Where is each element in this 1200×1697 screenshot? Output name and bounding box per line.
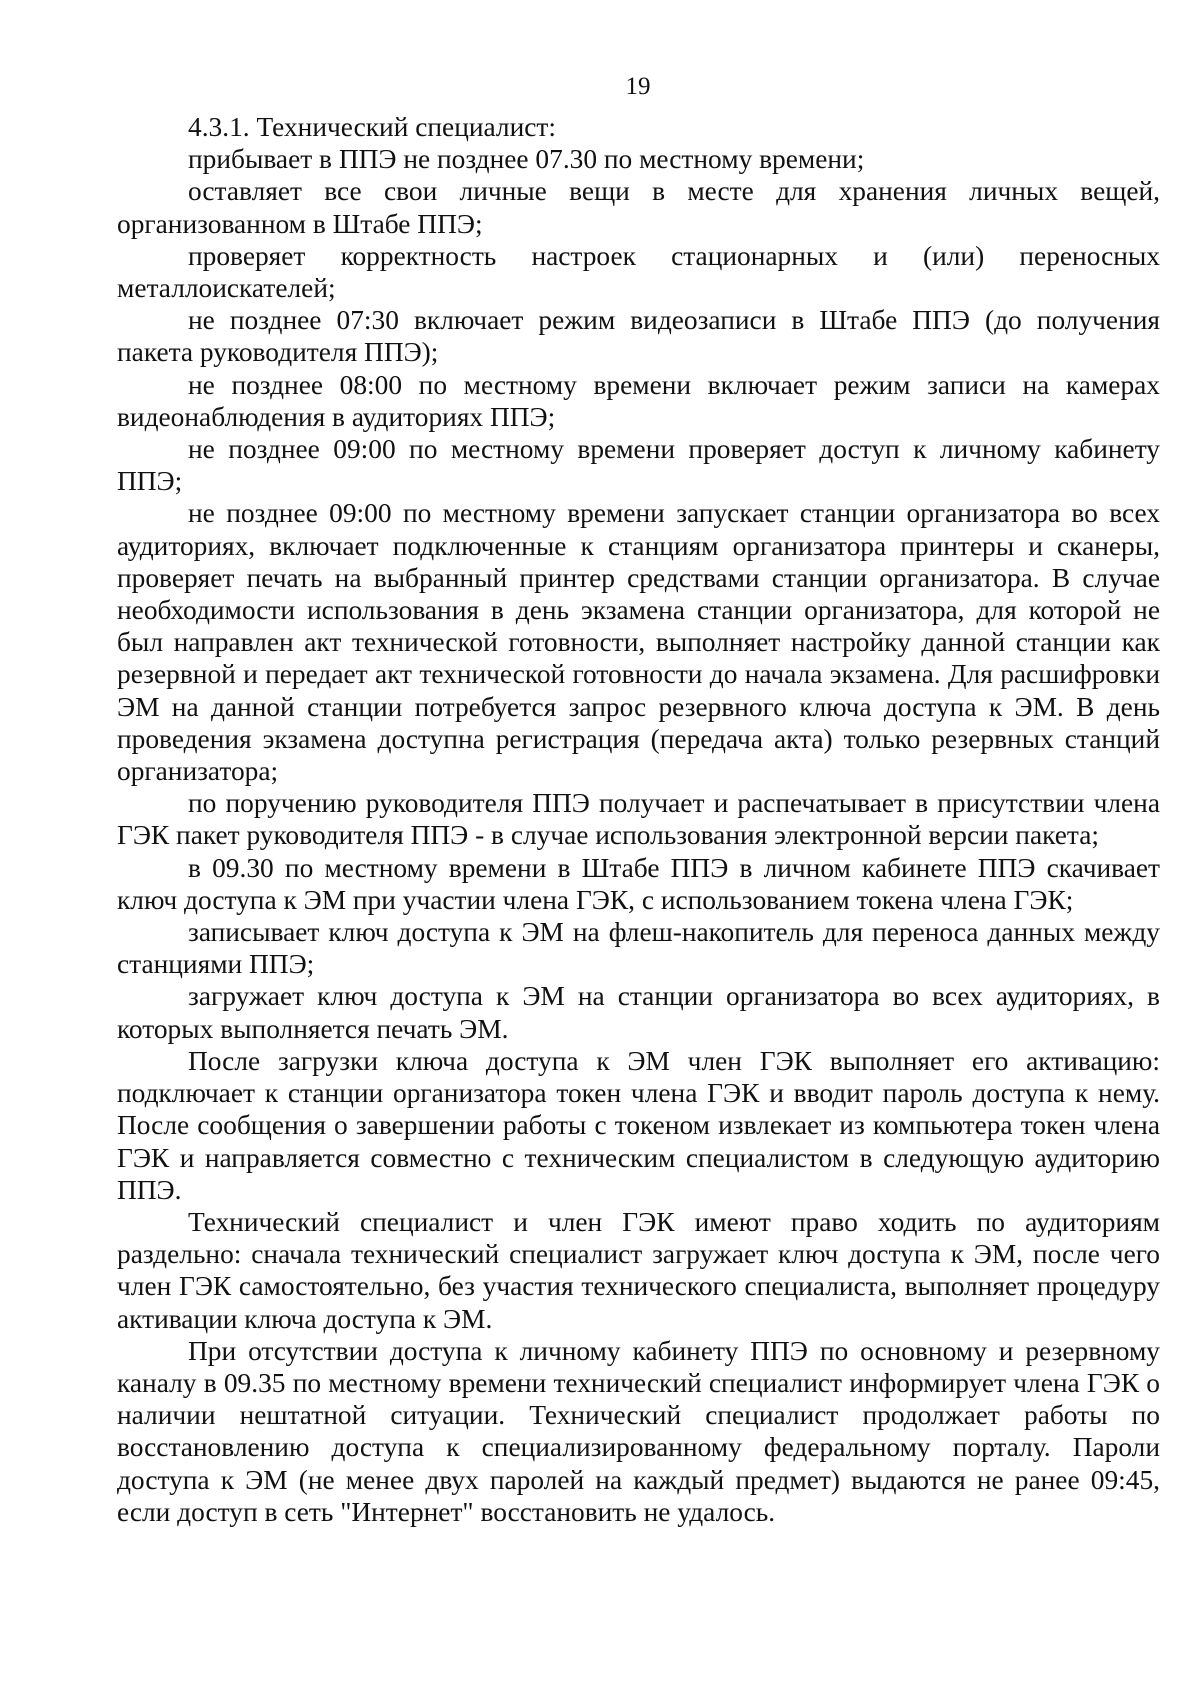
paragraph-key-activation: После загрузки ключа доступа к ЭМ член ГЭК выполняет его активацию: подключает к станции организатора токен члена ГЭК и вводит пароль доступа к нему. После сообщения о завершении работы с токеном извлекает из компьютера токен члена ГЭК и направляется совместно с техническим специалистом в следующую аудиторию ППЭ.	[117, 1045, 1160, 1205]
paragraph-download-key: в 09.30 по местному времени в Штабе ППЭ в личном кабинете ППЭ скачивает ключ доступа к ЭМ при участии члена ГЭК, с использованием токена члена ГЭК;	[117, 852, 1160, 915]
paragraph-video-recording-hq: не позднее 07:30 включает режим видеозаписи в Штабе ППЭ (до получения пакета руководителя ППЭ);	[117, 305, 1160, 368]
paragraph-cabinet-access-check: не позднее 09:00 по местному времени проверяет доступ к личному кабинету ППЭ;	[117, 434, 1160, 497]
paragraph-write-key-flash: записывает ключ доступа к ЭМ на флеш-накопитель для переноса данных между станциями ППЭ;	[117, 917, 1160, 980]
paragraph-metal-detectors: проверяет корректность настроек стационарных и (или) переносных металлоискателей;	[117, 240, 1160, 304]
paragraph-emergency-access: При отсутствии доступа к личному кабинету ППЭ по основному и резервному каналу в 09.35 по местному времени технический специалист информирует члена ГЭК о наличии нештатной ситуации. Технический специалист продолжает работы по восстановлению доступа к специализированному федеральному порталу. Пароли доступа к ЭМ (не менее двух паролей на каждый предмет) выдаются не ранее 09:45, если доступ в сеть "Интернет" восстановить не удалось.	[117, 1335, 1160, 1527]
paragraph-print-package: по поручению руководителя ППЭ получает и распечатывает в присутствии члена ГЭК пакет руководителя ППЭ - в случае использования электронной версии пакета;	[117, 788, 1160, 851]
paragraph-video-recording-rooms: не позднее 08:00 по местному времени включает режим записи на камерах видеонаблюдения в аудиториях ППЭ;	[117, 369, 1160, 432]
page-number: 19	[625, 73, 651, 100]
paragraph-separate-rounds: Технический специалист и член ГЭК имеют право ходить по аудиториям раздельно: сначала технический специалист загружает ключ доступа к ЭМ, после чего член ГЭК самостоятельно, без участия технического специалиста, выполняет процедуру активации ключа доступа к ЭМ.	[117, 1206, 1160, 1334]
document-body	[117, 111, 1160, 1528]
section-heading: 4.3.1. Технический специалист:	[188, 112, 556, 142]
paragraph-organizer-stations: не позднее 09:00 по местному времени запускает станции организатора во всех аудиториях, включает подключенные к станциям организатора принтеры и сканеры, проверяет печать на выбранный принтер средствами станции организатора. В случае необходимости использования в день экзамена станции организатора, для которой не был направлен акт технической готовности, выполняет настройку данной станции как резервной и передает акт технической готовности до начала экзамена. Для расшифровки ЭМ на данной станции потребуется запрос резервного ключа доступа к ЭМ. В день проведения экзамена доступна регистрация (передача акта) только резервных станций организатора;	[117, 498, 1160, 787]
paragraph-load-key: загружает ключ доступа к ЭМ на станции организатора во всех аудиториях, в которых выполняется печать ЭМ.	[117, 981, 1160, 1044]
paragraph-arrival: прибывает в ППЭ не позднее 07.30 по местному времени;	[188, 144, 865, 175]
paragraph-personal-items: оставляет все свои личные вещи в месте для хранения личных вещей, организованном в Штабе ППЭ;	[117, 176, 1160, 239]
